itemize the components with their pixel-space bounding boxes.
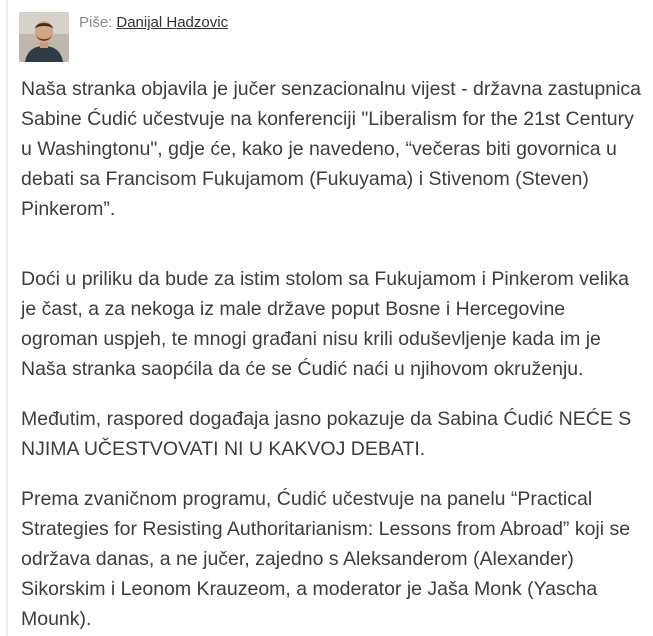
article-paragraph-4: Prema zvaničnom programu, Ćudić učestvuje na panelu “Practical Strategies for Resisting Authoritarianism: Lessons from Abroad” koji se održava danas, a ne jučer, zajedno s Aleksanderom (Alexander) Sikorskim i Leonom Krauzeom, a moderator je Jaša Monk (Yascha Mounk). [21, 488, 631, 630]
author-byline [19, 12, 228, 62]
article-paragraph-3: Međutim, raspored događaja jasno pokazuje da Sabina Ćudić NEĆE S NJIMA UČESTVOVATI NI U KAKVOJ DEBATI. [21, 408, 632, 460]
author-avatar[interactable] [19, 12, 69, 62]
left-border [6, 0, 8, 636]
article-paragraph-1: Naša stranka objavila je jučer senzacionalnu vijest - državna zastupnica Sabine Ćudić učestvuje na konferenciji "Liberalism for the 21st Century u Washingtonu", gdje će, kako je navedeno, “večeras biti govornica u debati sa Francisom Fukujamom (Fukuyama) i Stivenom (Steven) Pinkerom”. [21, 78, 641, 220]
author-name-link[interactable]: Danijal Hadzovic [116, 14, 229, 31]
author-photo-icon [19, 12, 69, 62]
author-meta [79, 12, 228, 34]
author-prefix: Piše: [79, 14, 113, 31]
article-paragraph-2: Doći u priliku da bude za istim stolom sa Fukujamom i Pinkerom velika je čast, a za nekoga iz male države poput Bosne i Hercegovine ogroman uspjeh, te mnogi građani nisu krili oduševljenje kada im je Naša stranka saopćila da će se Ćudić naći u njihovom okruženju. [21, 268, 629, 380]
